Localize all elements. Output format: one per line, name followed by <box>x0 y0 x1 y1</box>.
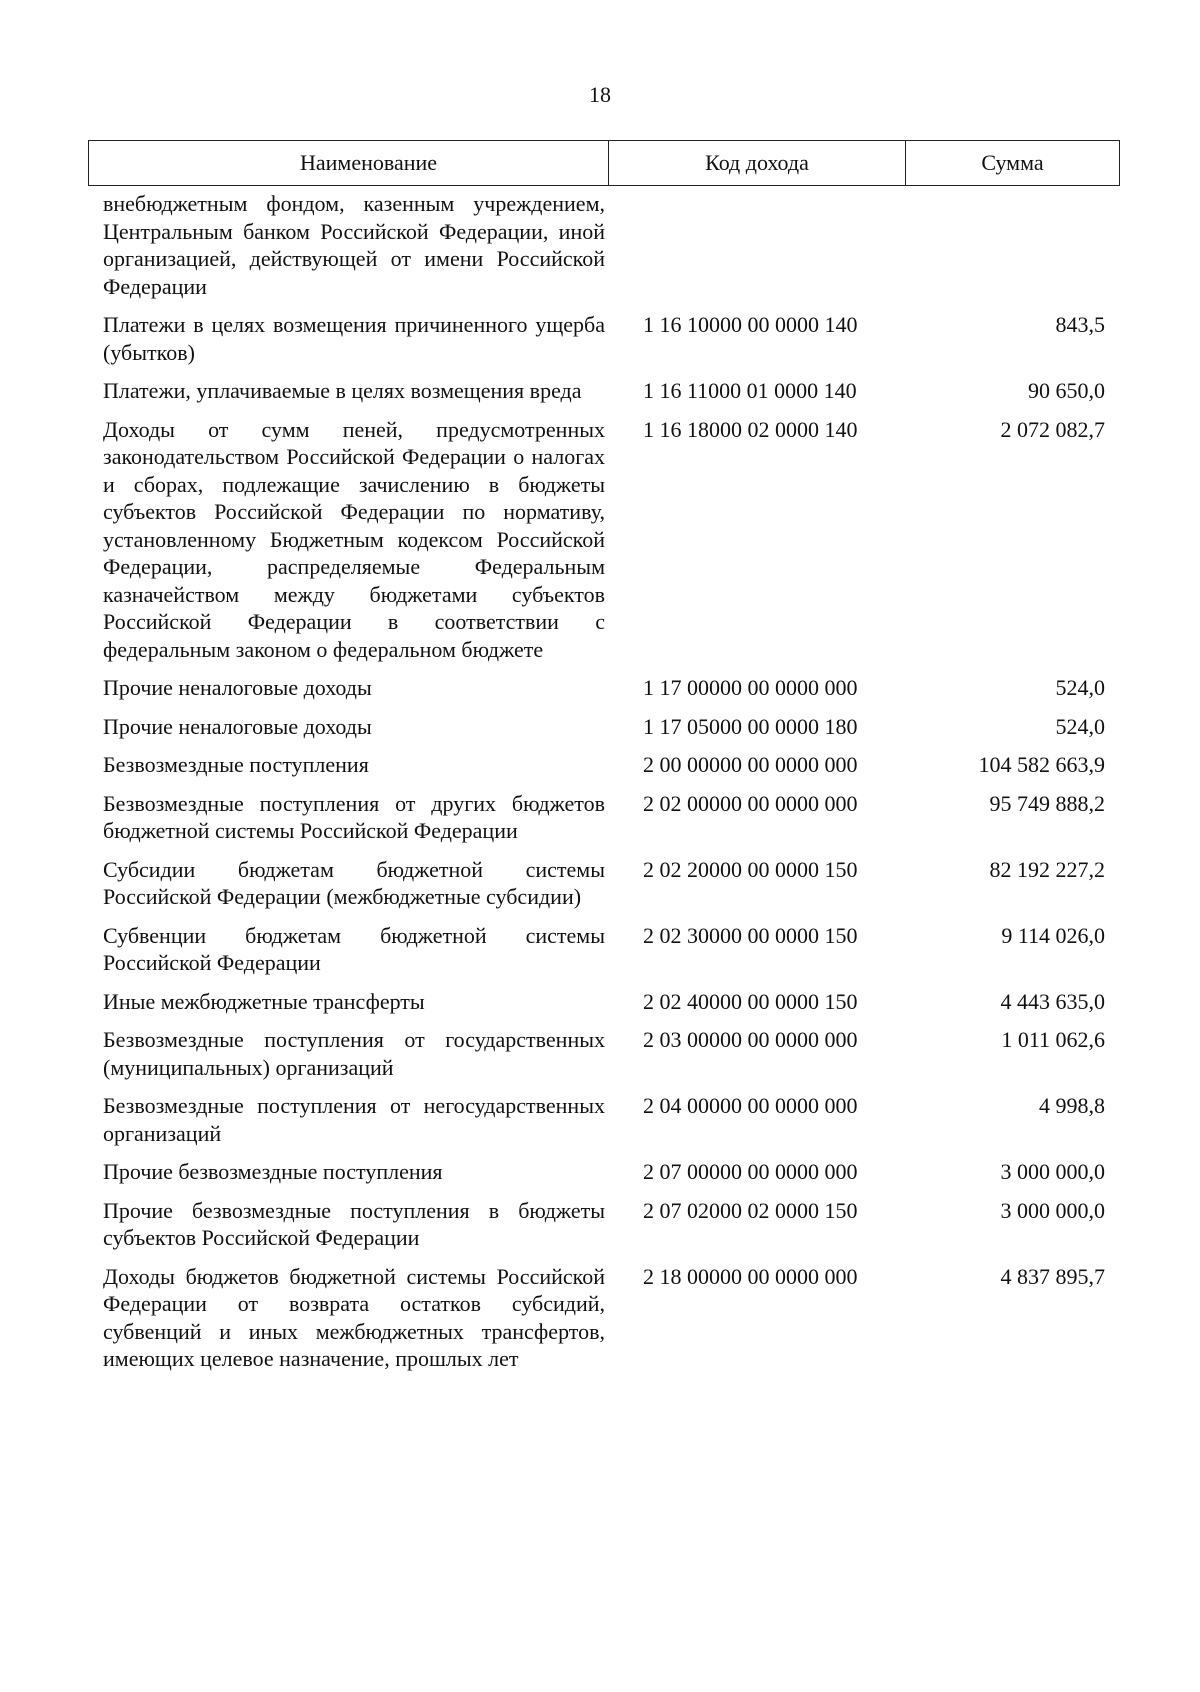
table-row <box>88 751 1120 779</box>
row-sum: 4 998,8 <box>1039 1093 1105 1118</box>
row-sum: 4 837 895,7 <box>1000 1263 1105 1289</box>
row-sum: 95 749 888,2 <box>989 790 1105 816</box>
row-sum: 3 000 000,0 <box>1000 1197 1105 1223</box>
row-sum: 524,0 <box>1055 675 1105 700</box>
row-sum: 843,5 <box>1055 312 1105 337</box>
row-code: 2 18 00000 00 0000 000 <box>643 1263 858 1289</box>
row-name: Прочие безвозмездные поступления <box>103 1159 443 1184</box>
row-name: Платежи в целях возмещения причиненного ущерба (убытков) <box>103 312 605 365</box>
table-row <box>88 1263 1120 1373</box>
row-code: 1 17 00000 00 0000 000 <box>643 675 858 700</box>
table-row <box>88 674 1120 702</box>
table-row <box>88 988 1120 1016</box>
row-name: Доходы от сумм пеней, предусмотренных законодательством Российской Федерации о налогах и сборах, подлежащие зачислению в бюджеты субъектов Российской Федерации по нормативу, установленному Бюджетным кодексом Российской Федерации, распределяемые Федеральным казначейством между бюджетами субъектов Российской Федерации в соответствии с федеральным законом о федеральном бюджете <box>103 416 605 662</box>
revenue-table <box>88 140 1120 1384</box>
table-header <box>88 140 1120 186</box>
table-row <box>88 377 1120 405</box>
row-code: 2 07 00000 00 0000 000 <box>643 1159 858 1184</box>
table-row <box>88 856 1120 911</box>
row-sum: 82 192 227,2 <box>989 856 1105 882</box>
row-name: Безвозмездные поступления от негосударственных организаций <box>103 1093 605 1146</box>
table-row <box>88 922 1120 977</box>
table-row <box>88 416 1120 664</box>
row-name: Безвозмездные поступления от государственных (муниципальных) организаций <box>103 1027 605 1080</box>
page-number: 18 <box>589 82 611 107</box>
row-code: 2 02 00000 00 0000 000 <box>643 790 858 816</box>
row-code: 2 03 00000 00 0000 000 <box>643 1027 858 1052</box>
row-sum: 1 011 062,6 <box>1001 1027 1105 1052</box>
table-row <box>88 1092 1120 1147</box>
row-sum: 524,0 <box>1055 713 1105 739</box>
row-code: 2 02 20000 00 0000 150 <box>643 856 858 882</box>
row-sum: 4 443 635,0 <box>1000 988 1105 1014</box>
row-sum: 3 000 000,0 <box>1000 1159 1105 1184</box>
row-name: Прочие неналоговые доходы <box>103 675 372 700</box>
table-row <box>88 311 1120 366</box>
row-sum <box>943 190 1105 300</box>
row-name: Доходы бюджетов бюджетной системы Российской Федерации от возврата остатков субсидий, субвенций и иных межбюджетных трансфертов, имеющих целевое назначение, прошлых лет <box>103 1263 605 1371</box>
row-name: Платежи, уплачиваемые в целях возмещения вреда <box>103 378 582 403</box>
table-row <box>88 1026 1120 1081</box>
table-row <box>88 1158 1120 1186</box>
row-code: 2 02 30000 00 0000 150 <box>643 922 858 948</box>
table-body <box>88 190 1120 1373</box>
row-sum: 9 114 026,0 <box>1001 922 1105 948</box>
row-name: Безвозмездные поступления от других бюджетов бюджетной системы Российской Федерации <box>103 790 605 843</box>
row-name: Субвенции бюджетам бюджетной системы Российской Федерации <box>103 922 605 975</box>
row-code <box>643 190 943 300</box>
header-sum: Сумма <box>981 150 1044 175</box>
row-sum: 90 650,0 <box>1028 378 1105 403</box>
row-name: Безвозмездные поступления <box>103 752 369 777</box>
row-code: 2 07 02000 02 0000 150 <box>643 1197 858 1223</box>
row-name: Прочие безвозмездные поступления в бюджеты субъектов Российской Федерации <box>103 1197 605 1250</box>
row-sum: 104 582 663,9 <box>978 752 1105 777</box>
row-code: 1 17 05000 00 0000 180 <box>643 713 858 739</box>
header-code: Код дохода <box>609 141 906 185</box>
row-name: Иные межбюджетные трансферты <box>103 988 425 1014</box>
row-name: внебюджетным фондом, казенным учреждением, Центральным банком Российской Федерации, иной организацией, действующей от имени Российской Федерации <box>103 191 605 299</box>
table-row <box>88 1197 1120 1252</box>
row-code: 2 00 00000 00 0000 000 <box>643 752 858 777</box>
table-row <box>88 790 1120 845</box>
table-row <box>88 190 1120 300</box>
row-code: 1 16 11000 01 0000 140 <box>643 378 857 403</box>
row-code: 2 04 00000 00 0000 000 <box>643 1093 858 1118</box>
row-sum: 2 072 082,7 <box>1000 416 1105 442</box>
row-name: Субсидии бюджетам бюджетной системы Российской Федерации (межбюджетные субсидии) <box>103 856 605 909</box>
row-code: 1 16 10000 00 0000 140 <box>643 312 858 337</box>
row-code: 1 16 18000 02 0000 140 <box>643 416 858 442</box>
table-row <box>88 713 1120 741</box>
row-name: Прочие неналоговые доходы <box>103 713 372 739</box>
row-code: 2 02 40000 00 0000 150 <box>643 988 858 1014</box>
header-name: Наименование <box>89 141 609 185</box>
